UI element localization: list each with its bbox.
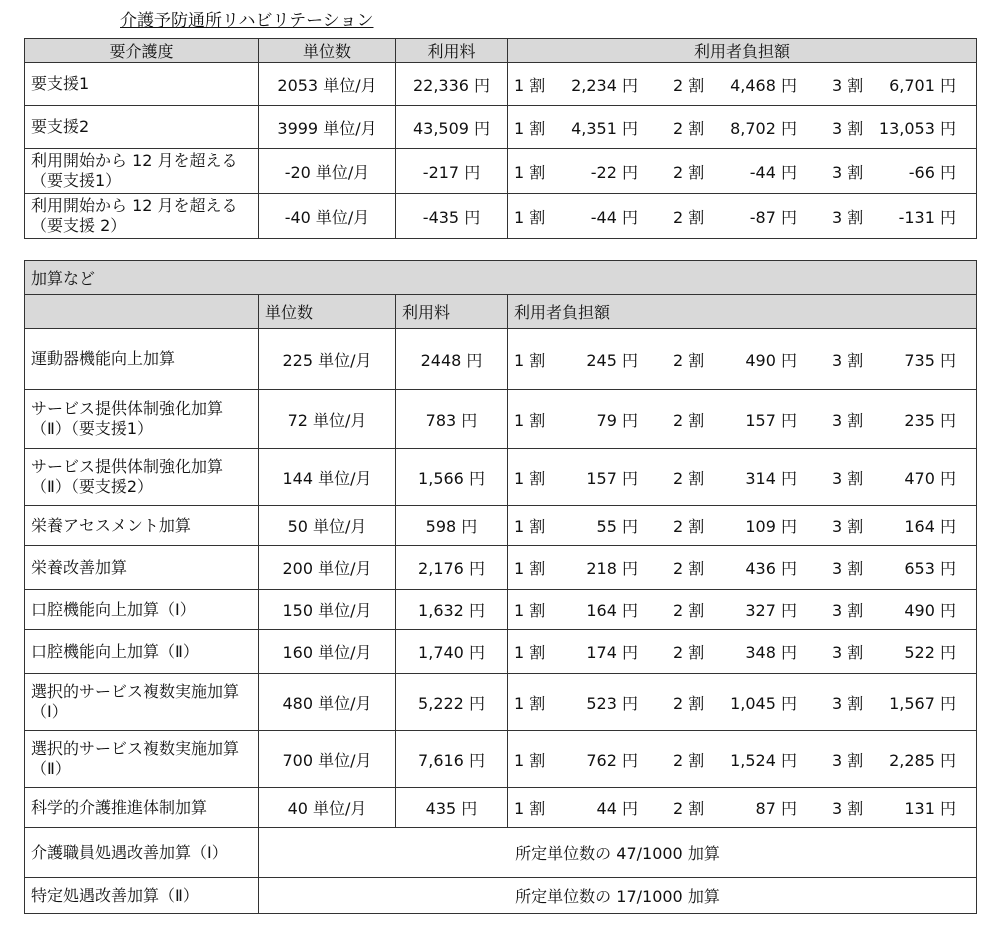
share-amount: -44 円	[590, 207, 638, 227]
table-row	[25, 63, 977, 106]
share-ratio: 3 割	[832, 350, 864, 370]
row-units: 150 単位/月	[259, 590, 396, 630]
share-amount: 157 円	[745, 410, 797, 430]
row-fee: 5,222 円	[396, 674, 508, 731]
share-amount: 55 円	[596, 517, 638, 536]
row-units: 160 単位/月	[259, 630, 396, 674]
share-amount: 13,053 円	[878, 118, 956, 138]
share-ratio: 3 割	[832, 601, 864, 620]
share-item	[673, 598, 797, 621]
row-user-share	[508, 506, 977, 546]
addon-fee-table	[24, 260, 977, 914]
share-amount: -44 円	[749, 162, 797, 182]
share-item	[514, 348, 638, 371]
share-group	[514, 408, 970, 431]
row-user-share	[508, 106, 977, 149]
share-item	[832, 160, 956, 183]
header-user-share: 利用者負担額	[508, 39, 977, 63]
row-name: 要支援2	[25, 106, 259, 149]
share-ratio: 3 割	[832, 75, 864, 95]
table-row	[25, 546, 977, 590]
header-fee: 利用料	[396, 295, 508, 329]
row-name: 栄養改善加算	[25, 546, 259, 590]
share-ratio: 1 割	[514, 799, 546, 818]
row-units: -20 単位/月	[259, 149, 396, 194]
share-ratio: 2 割	[673, 643, 705, 662]
row-user-share	[508, 546, 977, 590]
share-item	[832, 116, 956, 139]
share-ratio: 3 割	[832, 750, 864, 770]
share-amount: 44 円	[596, 799, 638, 818]
share-group	[514, 73, 970, 96]
share-amount: 245 円	[586, 350, 638, 370]
row-fee: 435 円	[396, 788, 508, 828]
table-row	[25, 149, 977, 194]
row-user-share	[508, 788, 977, 828]
share-amount: -66 円	[908, 162, 956, 182]
row-name: 栄養アセスメント加算	[25, 506, 259, 546]
share-item	[514, 796, 638, 819]
share-item	[514, 556, 638, 579]
share-ratio: 2 割	[673, 750, 705, 770]
share-ratio: 1 割	[514, 601, 546, 620]
share-item	[673, 408, 797, 431]
share-ratio: 2 割	[673, 118, 705, 138]
share-item	[832, 640, 956, 663]
header-care-level: 要介護度	[25, 39, 259, 63]
share-amount: 436 円	[745, 559, 797, 578]
header-fee: 利用料	[396, 39, 508, 63]
section-title: 加算など	[25, 261, 977, 295]
row-fee: 2448 円	[396, 329, 508, 390]
share-ratio: 2 割	[673, 468, 705, 488]
table-row	[25, 390, 977, 449]
table-row	[25, 329, 977, 390]
share-ratio: 1 割	[514, 410, 546, 430]
share-ratio: 3 割	[832, 799, 864, 818]
share-item	[673, 116, 797, 139]
table-row	[25, 878, 977, 914]
share-item	[673, 73, 797, 96]
row-fee: 1,740 円	[396, 630, 508, 674]
row-name: 要支援1	[25, 63, 259, 106]
share-amount: 470 円	[904, 468, 956, 488]
share-amount: 490 円	[745, 350, 797, 370]
share-amount: 131 円	[904, 799, 956, 818]
share-group	[514, 160, 970, 183]
row-units: 144 単位/月	[259, 449, 396, 506]
row-fee: 2,176 円	[396, 546, 508, 590]
share-amount: 314 円	[745, 468, 797, 488]
section-title-row	[25, 261, 977, 295]
share-amount: 523 円	[586, 693, 638, 713]
row-name: 選択的サービス複数実施加算（Ⅱ）	[25, 731, 259, 788]
row-units: 480 単位/月	[259, 674, 396, 731]
share-amount: 6,701 円	[889, 75, 956, 95]
share-item	[673, 466, 797, 489]
share-amount: 157 円	[586, 468, 638, 488]
share-ratio: 3 割	[832, 517, 864, 536]
share-amount: 218 円	[586, 559, 638, 578]
row-fee: 783 円	[396, 390, 508, 449]
share-ratio: 3 割	[832, 559, 864, 578]
share-item	[832, 205, 956, 228]
share-group	[514, 640, 970, 663]
share-amount: 174 円	[586, 643, 638, 662]
share-amount: 164 円	[586, 601, 638, 620]
share-group	[514, 598, 970, 621]
share-amount: 762 円	[586, 750, 638, 770]
share-amount: 327 円	[745, 601, 797, 620]
table-header-row	[25, 295, 977, 329]
share-ratio: 1 割	[514, 750, 546, 770]
share-item	[673, 748, 797, 771]
row-fee: 1,566 円	[396, 449, 508, 506]
share-ratio: 1 割	[514, 75, 546, 95]
base-fee-table	[24, 38, 977, 239]
row-user-share	[508, 390, 977, 449]
share-amount: 735 円	[904, 350, 956, 370]
share-ratio: 2 割	[673, 75, 705, 95]
row-user-share	[508, 194, 977, 239]
share-ratio: 1 割	[514, 468, 546, 488]
share-ratio: 2 割	[673, 517, 705, 536]
share-amount: 522 円	[904, 643, 956, 662]
share-group	[514, 556, 970, 579]
share-item	[514, 160, 638, 183]
share-group	[514, 116, 970, 139]
row-units: 3999 単位/月	[259, 106, 396, 149]
row-name: 口腔機能向上加算（Ⅱ）	[25, 630, 259, 674]
share-amount: 164 円	[904, 517, 956, 536]
share-ratio: 2 割	[673, 799, 705, 818]
share-amount: -22 円	[590, 162, 638, 182]
share-item	[832, 556, 956, 579]
share-item	[514, 408, 638, 431]
share-item	[514, 514, 638, 537]
share-ratio: 1 割	[514, 693, 546, 713]
share-item	[514, 466, 638, 489]
row-user-share	[508, 329, 977, 390]
share-item	[673, 348, 797, 371]
share-ratio: 2 割	[673, 350, 705, 370]
row-name: 利用開始から 12 月を超える（要支援 2）	[25, 194, 259, 239]
row-user-share	[508, 63, 977, 106]
share-ratio: 1 割	[514, 643, 546, 662]
share-item	[832, 73, 956, 96]
table-row	[25, 449, 977, 506]
share-item	[832, 748, 956, 771]
share-ratio: 1 割	[514, 350, 546, 370]
row-fee: 598 円	[396, 506, 508, 546]
share-amount: 109 円	[745, 517, 797, 536]
share-item	[832, 348, 956, 371]
share-ratio: 3 割	[832, 410, 864, 430]
share-group	[514, 796, 970, 819]
share-ratio: 1 割	[514, 118, 546, 138]
share-ratio: 1 割	[514, 162, 546, 182]
share-amount: 1,524 円	[730, 750, 797, 770]
share-group	[514, 466, 970, 489]
row-units: 72 単位/月	[259, 390, 396, 449]
share-item	[514, 691, 638, 714]
share-amount: -131 円	[898, 207, 956, 227]
row-units: 200 単位/月	[259, 546, 396, 590]
share-ratio: 2 割	[673, 207, 705, 227]
row-user-share	[508, 674, 977, 731]
row-units: -40 単位/月	[259, 194, 396, 239]
table-row	[25, 788, 977, 828]
share-ratio: 2 割	[673, 162, 705, 182]
share-amount: 348 円	[745, 643, 797, 662]
share-item	[673, 691, 797, 714]
share-item	[673, 205, 797, 228]
share-item	[832, 514, 956, 537]
row-fee: 22,336 円	[396, 63, 508, 106]
share-amount: 490 円	[904, 601, 956, 620]
row-fee: 43,509 円	[396, 106, 508, 149]
share-amount: 8,702 円	[730, 118, 797, 138]
share-ratio: 3 割	[832, 643, 864, 662]
row-name: 特定処遇改善加算（Ⅱ）	[25, 878, 259, 914]
share-group	[514, 691, 970, 714]
table-row	[25, 828, 977, 878]
row-units: 2053 単位/月	[259, 63, 396, 106]
share-item	[673, 160, 797, 183]
table-header-row	[25, 39, 977, 63]
share-ratio: 2 割	[673, 410, 705, 430]
share-ratio: 3 割	[832, 207, 864, 227]
share-amount: 4,468 円	[730, 75, 797, 95]
row-user-share	[508, 630, 977, 674]
share-ratio: 1 割	[514, 517, 546, 536]
share-item	[832, 598, 956, 621]
row-note: 所定単位数の 17/1000 加算	[259, 878, 977, 914]
header-item	[25, 295, 259, 329]
row-note: 所定単位数の 47/1000 加算	[259, 828, 977, 878]
share-ratio: 1 割	[514, 559, 546, 578]
share-item	[832, 691, 956, 714]
share-item	[673, 640, 797, 663]
share-amount: -87 円	[749, 207, 797, 227]
row-fee: 1,632 円	[396, 590, 508, 630]
share-item	[673, 796, 797, 819]
share-item	[832, 466, 956, 489]
share-ratio: 2 割	[673, 559, 705, 578]
share-item	[514, 205, 638, 228]
share-amount: 235 円	[904, 410, 956, 430]
share-ratio: 2 割	[673, 601, 705, 620]
table-row	[25, 590, 977, 630]
table-row	[25, 506, 977, 546]
row-name: 科学的介護推進体制加算	[25, 788, 259, 828]
table-row	[25, 106, 977, 149]
share-group	[514, 348, 970, 371]
share-amount: 79 円	[596, 410, 638, 430]
row-name: サービス提供体制強化加算（Ⅱ）（要支援1）	[25, 390, 259, 449]
share-group	[514, 205, 970, 228]
share-ratio: 3 割	[832, 693, 864, 713]
share-ratio: 3 割	[832, 162, 864, 182]
share-ratio: 3 割	[832, 118, 864, 138]
share-item	[514, 640, 638, 663]
row-name: 利用開始から 12 月を超える（要支援1）	[25, 149, 259, 194]
share-item	[514, 748, 638, 771]
share-group	[514, 514, 970, 537]
row-units: 225 単位/月	[259, 329, 396, 390]
row-fee: -217 円	[396, 149, 508, 194]
row-name: サービス提供体制強化加算（Ⅱ）（要支援2）	[25, 449, 259, 506]
share-ratio: 1 割	[514, 207, 546, 227]
row-fee: -435 円	[396, 194, 508, 239]
row-user-share	[508, 149, 977, 194]
table-row	[25, 630, 977, 674]
row-user-share	[508, 590, 977, 630]
row-name: 介護職員処遇改善加算（Ⅰ）	[25, 828, 259, 878]
share-amount: 653 円	[904, 559, 956, 578]
share-item	[673, 514, 797, 537]
share-ratio: 3 割	[832, 468, 864, 488]
table-row	[25, 674, 977, 731]
share-item	[514, 598, 638, 621]
row-user-share	[508, 731, 977, 788]
share-amount: 2,285 円	[889, 750, 956, 770]
share-item	[514, 73, 638, 96]
share-amount: 1,045 円	[730, 693, 797, 713]
row-units: 50 単位/月	[259, 506, 396, 546]
row-name: 選択的サービス複数実施加算（Ⅰ）	[25, 674, 259, 731]
share-amount: 1,567 円	[889, 693, 956, 713]
row-units: 700 単位/月	[259, 731, 396, 788]
share-amount: 2,234 円	[571, 75, 638, 95]
table-row	[25, 731, 977, 788]
header-units: 単位数	[259, 295, 396, 329]
header-units: 単位数	[259, 39, 396, 63]
share-item	[832, 408, 956, 431]
share-amount: 87 円	[755, 799, 797, 818]
share-amount: 4,351 円	[571, 118, 638, 138]
share-ratio: 2 割	[673, 693, 705, 713]
table-row	[25, 194, 977, 239]
page-title: 介護予防通所リハビリテーション	[120, 11, 374, 31]
share-item	[673, 556, 797, 579]
row-units: 40 単位/月	[259, 788, 396, 828]
row-user-share	[508, 449, 977, 506]
row-fee: 7,616 円	[396, 731, 508, 788]
share-group	[514, 748, 970, 771]
row-name: 運動器機能向上加算	[25, 329, 259, 390]
share-item	[832, 796, 956, 819]
header-user-share: 利用者負担額	[508, 295, 977, 329]
share-item	[514, 116, 638, 139]
row-name: 口腔機能向上加算（Ⅰ）	[25, 590, 259, 630]
